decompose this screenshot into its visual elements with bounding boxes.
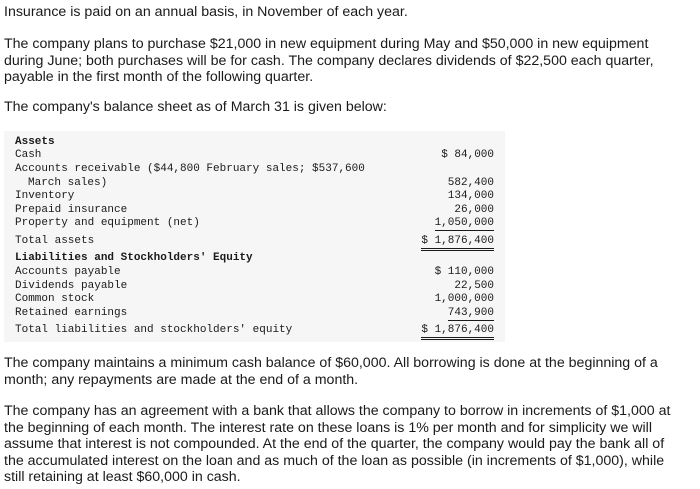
liabilities-equity-heading: Liabilities and Stockholders' Equity xyxy=(15,252,253,264)
total-liabilities-equity-value: $ 1,876,400 xyxy=(421,323,494,340)
assets-heading: Assets xyxy=(15,136,55,148)
liabilities-heading-row xyxy=(4,251,505,265)
accounts-payable-value: $ 110,000 xyxy=(434,266,494,278)
common-stock-label: Common stock xyxy=(15,293,95,305)
inventory-value: 134,000 xyxy=(447,190,494,202)
prepaid-insurance-row xyxy=(4,203,505,217)
total-assets-value: $ 1,876,400 xyxy=(421,234,494,251)
accounts-payable-row xyxy=(4,265,505,279)
minimum-cash-paragraph: The company maintains a minimum cash balance of $60,000. All borrowing is done at the beginning of a month; any repayments are made at the end of a month. xyxy=(4,355,658,388)
property-equipment-label: Property and equipment (net) xyxy=(15,217,200,229)
total-assets-row xyxy=(4,234,505,248)
property-equipment-value: 1,050,000 xyxy=(434,217,494,229)
cash-label: Cash xyxy=(15,149,42,161)
accounts-receivable-row-cont xyxy=(4,176,505,190)
dividends-payable-label: Dividends payable xyxy=(15,280,128,292)
equipment-dividends-paragraph: The company plans to purchase $21,000 in new equipment during May and $50,000 in new equipment during June; both purchases will be for cash. The company declares dividends of $22,500 each quarter, payable in the first month of the following quarter. xyxy=(4,36,654,85)
insurance-paragraph: Insurance is paid on an annual basis, in November of each year. xyxy=(4,4,408,20)
common-stock-row xyxy=(4,292,505,306)
inventory-row xyxy=(4,189,505,203)
total-liabilities-equity-row xyxy=(4,323,505,337)
inventory-label: Inventory xyxy=(15,190,75,202)
accounts-receivable-row xyxy=(4,162,505,176)
prepaid-insurance-value: 26,000 xyxy=(454,204,494,216)
cash-value: $ 84,000 xyxy=(441,149,494,161)
cash-row xyxy=(4,148,505,162)
assets-heading-row xyxy=(4,135,505,149)
retained-earnings-label: Retained earnings xyxy=(15,307,128,319)
balance-sheet-intro: The company's balance sheet as of March 31 is given below: xyxy=(4,99,387,115)
accounts-receivable-label: Accounts receivable ($44,800 February sales; $537,600 xyxy=(15,163,365,175)
retained-earnings-value: 743,900 xyxy=(447,307,494,319)
bank-agreement-paragraph: The company has an agreement with a bank that allows the company to borrow in increments of $1,000 at the beginning of each month. The interest rate on these loans is 1% per month and for simplicity we will assume that interest is not compounded. At the end of the quarter, the company would pay the bank all of the accumulated interest on the loan and as much of the loan as possible (in increments of $1,000), while still retaining at least $60,000 in cash. xyxy=(4,403,671,485)
accounts-payable-label: Accounts payable xyxy=(15,266,121,278)
retained-earnings-row xyxy=(4,306,505,320)
total-assets-label: Total assets xyxy=(15,235,95,247)
accounts-receivable-label-cont: March sales) xyxy=(28,177,108,189)
total-liabilities-equity-label: Total liabilities and stockholders' equity xyxy=(15,324,293,336)
prepaid-insurance-label: Prepaid insurance xyxy=(15,204,128,216)
common-stock-value: 1,000,000 xyxy=(434,293,494,305)
accounts-receivable-value: 582,400 xyxy=(447,177,494,189)
balance-sheet-table xyxy=(4,131,505,342)
property-equipment-row xyxy=(4,216,505,230)
dividends-payable-row xyxy=(4,279,505,293)
dividends-payable-value: 22,500 xyxy=(454,280,494,292)
